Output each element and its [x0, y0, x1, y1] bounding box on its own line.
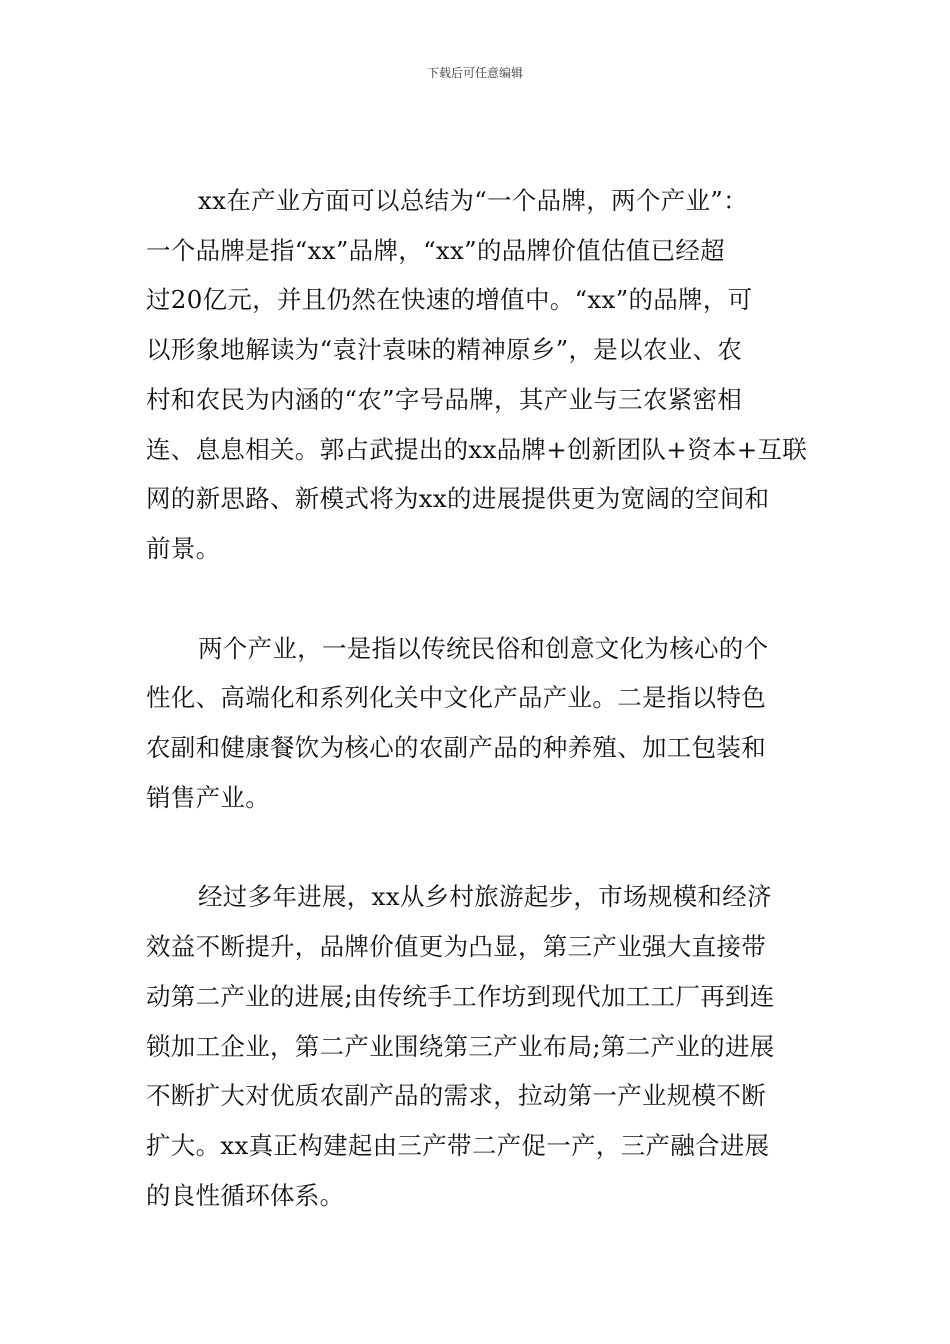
paragraph-line: xx在产业方面可以总结为“一个品牌，两个产业”： [198, 186, 748, 215]
paragraph-line: 锁加工企业，第二产业围绕第三产业布局;第二产业的进展 [146, 1031, 775, 1061]
document-body [146, 176, 810, 1270]
paragraph-line: 一个品牌是指“xx”品牌，“xx”的品牌价值估值已经超 [146, 235, 725, 265]
page-header: 下载后可任意编辑 [426, 66, 523, 80]
paragraph-line: 以形象地解读为“袁汁袁味的精神原乡”，是以农业、农 [146, 335, 743, 365]
paragraph-line: 动第二产业的进展;由传统手工作坊到现代加工工厂再到连 [146, 981, 775, 1011]
paragraph-line: 性化、高端化和系列化关中文化产品产业。二是指以特色 [146, 683, 766, 713]
paragraph-line: 过20亿元，并且仍然在快速的增值中。“xx”的品牌，可 [146, 285, 753, 315]
paragraph-line: 两个产业，一是指以传统民俗和创意文化为核心的个 [198, 633, 769, 663]
paragraph-line: 不断扩大对优质农副产品的需求，拉动第一产业规模不断 [146, 1081, 766, 1111]
paragraph-line: 网的新思路、新模式将为xx的进展提供更为宽阔的空间和 [146, 484, 770, 514]
paragraph-line: 村和农民为内涵的“农”字号品牌，其产业与三农紧密相 [146, 384, 743, 414]
paragraph-line: 的良性循环体系。 [146, 1180, 345, 1210]
paragraph-3 [146, 872, 810, 1220]
paragraph-line: 农副和健康餐饮为核心的农副产品的种养殖、加工包装和 [146, 733, 766, 763]
paragraph-1 [146, 176, 810, 574]
paragraph-line: 销售产业。 [146, 782, 270, 812]
paragraph-2 [146, 624, 810, 823]
paragraph-line: 扩大。xx真正构建起由三产带二产促一产，三产融合进展 [146, 1130, 770, 1160]
paragraph-line: 效益不断提升，品牌价值更为凸显，第三产业强大直接带 [146, 932, 766, 962]
paragraph-line: 前景。 [146, 533, 221, 563]
paragraph-line: 连、息息相关。郭占武提出的xx品牌+创新团队+资本+互联 [146, 434, 808, 464]
paragraph-line: 经过多年进展，xx从乡村旅游起步，市场规模和经济 [198, 882, 772, 912]
